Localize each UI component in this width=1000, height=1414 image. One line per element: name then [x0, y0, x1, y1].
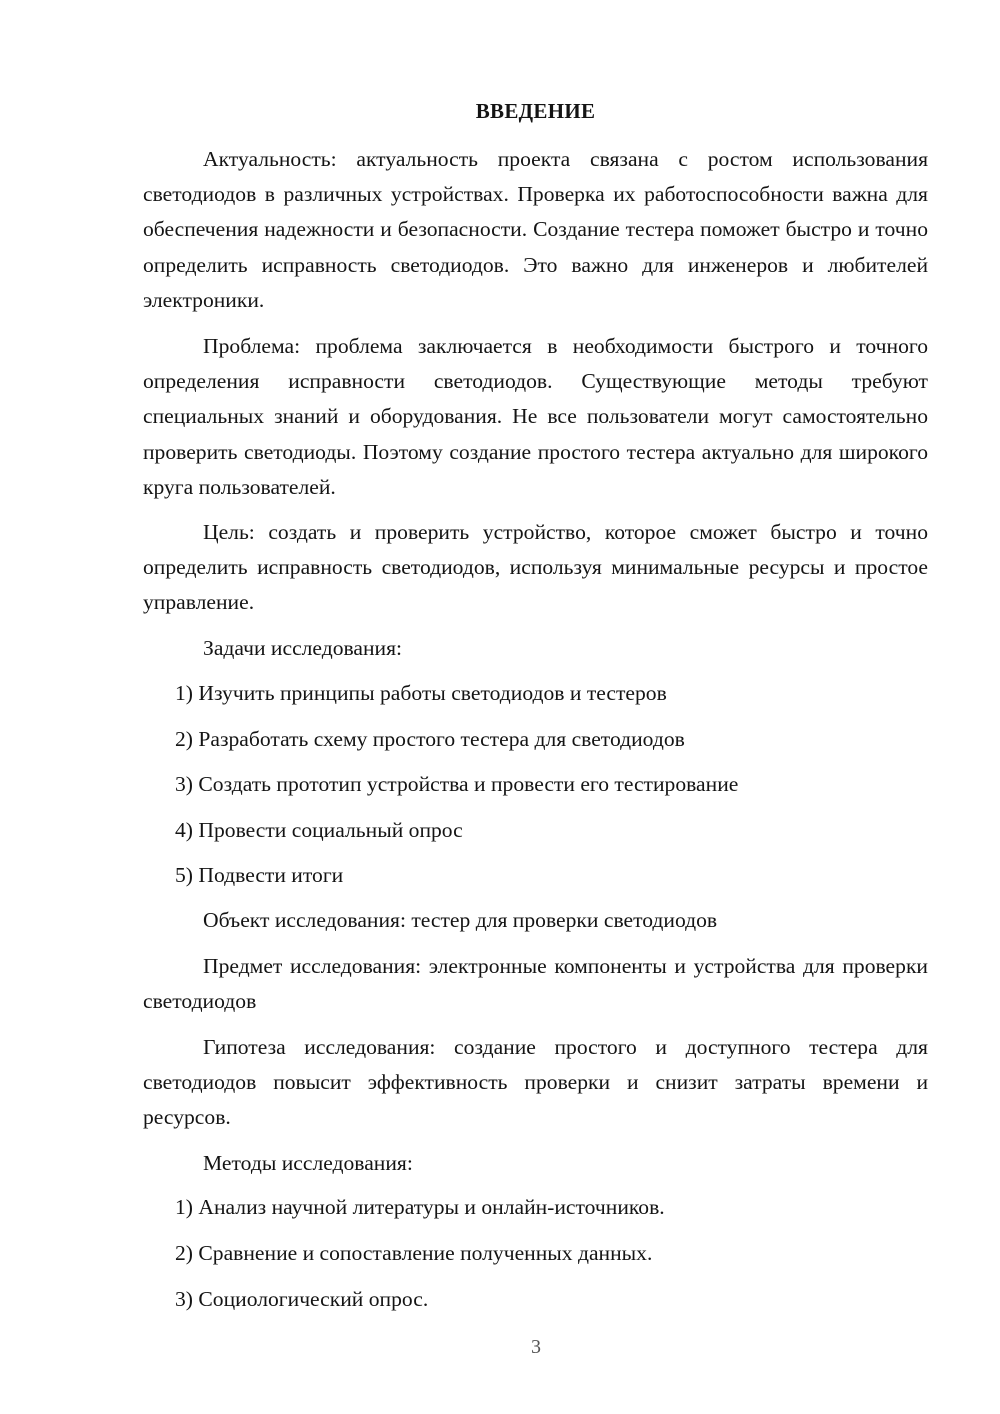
goal-paragraph: Цель: создать и проверить устройство, которое сможет быстро и точно определить исправность светодиодов, используя минимальные ресурсы и простое управление.	[143, 520, 928, 615]
method-item-2: 2) Сравнение и сопоставление полученных данных.	[175, 1241, 653, 1265]
task-item-4: 4) Провести социальный опрос	[175, 818, 463, 842]
hypothesis-paragraph: Гипотеза исследования: создание простого и доступного тестера для светодиодов повысит эффективность проверки и снизит затраты времени и ресурсов.	[143, 1035, 928, 1130]
task-item-2: 2) Разработать схему простого тестера для светодиодов	[175, 727, 685, 751]
subject-paragraph: Предмет исследования: электронные компоненты и устройства для проверки светодиодов	[143, 954, 928, 1014]
method-item-3: 3) Социологический опрос.	[175, 1287, 429, 1311]
page-number: 3	[531, 1336, 541, 1358]
problem-paragraph: Проблема: проблема заключается в необходимости быстрого и точного определения исправности светодиодов. Существующие методы требуют специальных знаний и оборудования. Не все пользователи могут самостоятельно проверить светодиоды. Поэтому создание простого тестера актуально для широкого круга пользователей.	[143, 334, 928, 499]
relevance-paragraph: Актуальность: актуальность проекта связана с ростом использования светодиодов в различных устройствах. Проверка их работоспособности важна для обеспечения надежности и безопасности. Создание тестера поможет быстро и точно определить исправность светодиодов. Это важно для инженеров и любителей электроники.	[143, 147, 928, 312]
task-item-1: 1) Изучить принципы работы светодиодов и тестеров	[175, 681, 667, 705]
tasks-heading: Задачи исследования:	[203, 636, 403, 660]
methods-heading: Методы исследования:	[203, 1151, 413, 1175]
section-title: ВВЕДЕНИЕ	[475, 99, 596, 123]
method-item-1: 1) Анализ научной литературы и онлайн-источников.	[175, 1195, 665, 1219]
task-item-3: 3) Создать прототип устройства и провести его тестирование	[175, 772, 739, 796]
task-item-5: 5) Подвести итоги	[175, 863, 344, 887]
object-line: Объект исследования: тестер для проверки светодиодов	[203, 908, 718, 932]
